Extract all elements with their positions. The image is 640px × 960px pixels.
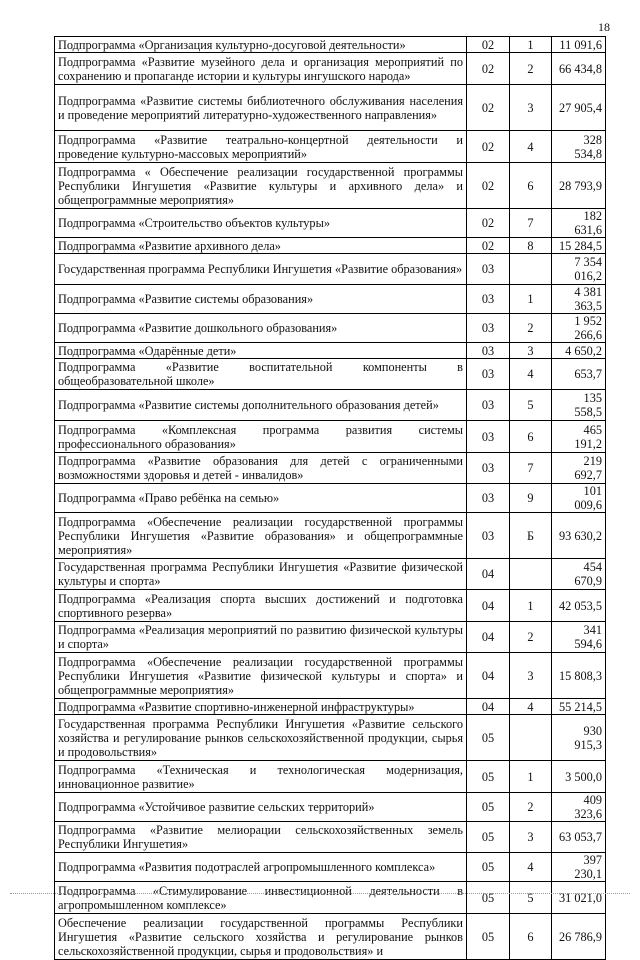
subcode-cell: 3 <box>510 822 552 853</box>
code-cell: 05 <box>467 853 510 882</box>
code-cell: 05 <box>467 882 510 914</box>
program-name-cell: Подпрограмма «Обеспечение реализации государственной программы Республики Ингушетия «Развитие образования» и общепрограммные мероприятия» <box>55 513 467 559</box>
subcode-cell: 1 <box>510 761 552 793</box>
subcode-cell: 4 <box>510 699 552 715</box>
amount-cell: 3 500,0 <box>552 761 606 793</box>
code-cell: 05 <box>467 822 510 853</box>
subcode-cell: 2 <box>510 53 552 85</box>
amount-cell: 11 091,6 <box>552 37 606 53</box>
amount-cell: 101 009,6 <box>552 484 606 513</box>
code-cell: 03 <box>467 254 510 285</box>
page-number: 18 <box>598 20 610 34</box>
table-row <box>55 622 606 653</box>
amount-cell: 93 630,2 <box>552 513 606 559</box>
program-name-cell: Обеспечение реализации государственной программы Республики Ингушетия «Развитие сельского хозяйства и регулирование рынков сельскохозяйственной продукции, сырья и продовольствия» и <box>55 914 467 960</box>
code-cell: 03 <box>467 343 510 359</box>
program-name-cell: Подпрограмма «Обеспечение реализации государственной программы Республики Ингушетия «Развитие физической культуры и спорта» и общепрограммные мероприятия» <box>55 653 467 699</box>
code-cell: 03 <box>467 484 510 513</box>
subcode-cell <box>510 715 552 761</box>
amount-cell: 409 323,6 <box>552 793 606 822</box>
program-name-cell: Подпрограмма «Реализация мероприятий по развитию физической культуры и спорта» <box>55 622 467 653</box>
amount-cell: 42 053,5 <box>552 590 606 622</box>
subcode-cell <box>510 559 552 590</box>
table-row <box>55 484 606 513</box>
subcode-cell: 7 <box>510 453 552 484</box>
code-cell: 03 <box>467 421 510 453</box>
program-name-cell: Подпрограмма «Право ребёнка на семью» <box>55 484 467 513</box>
subcode-cell: 3 <box>510 85 552 131</box>
amount-cell: 341 594,6 <box>552 622 606 653</box>
subcode-cell: 1 <box>510 285 552 314</box>
code-cell: 05 <box>467 793 510 822</box>
table-row <box>55 390 606 421</box>
subcode-cell <box>510 254 552 285</box>
amount-cell: 63 053,7 <box>552 822 606 853</box>
code-cell: 02 <box>467 238 510 254</box>
program-name-cell: Подпрограмма «Стимулирование инвестиционной деятельности в агропромышленном комплексе» <box>55 882 467 914</box>
table-row <box>55 37 606 53</box>
table-row <box>55 559 606 590</box>
program-name-cell: Подпрограмма «Одарённые дети» <box>55 343 467 359</box>
amount-cell: 7 354 016,2 <box>552 254 606 285</box>
program-name-cell: Подпрограмма «Развитие архивного дела» <box>55 238 467 254</box>
subcode-cell: 3 <box>510 343 552 359</box>
table-row <box>55 314 606 343</box>
table-row <box>55 590 606 622</box>
subcode-cell: 3 <box>510 653 552 699</box>
code-cell: 02 <box>467 163 510 209</box>
amount-cell: 28 793,9 <box>552 163 606 209</box>
amount-cell: 31 021,0 <box>552 882 606 914</box>
program-name-cell: Подпрограмма «Строительство объектов культуры» <box>55 209 467 238</box>
program-name-cell: Подпрограмма «Развитие воспитательной компоненты в общеобразовательной школе» <box>55 359 467 390</box>
code-cell: 03 <box>467 453 510 484</box>
table-row <box>55 209 606 238</box>
code-cell: 03 <box>467 314 510 343</box>
table-row <box>55 343 606 359</box>
amount-cell: 219 692,7 <box>552 453 606 484</box>
amount-cell: 930 915,3 <box>552 715 606 761</box>
subcode-cell: 4 <box>510 359 552 390</box>
table-row <box>55 853 606 882</box>
subcode-cell: 6 <box>510 914 552 960</box>
amount-cell: 27 905,4 <box>552 85 606 131</box>
table-row <box>55 285 606 314</box>
code-cell: 03 <box>467 513 510 559</box>
amount-cell: 4 650,2 <box>552 343 606 359</box>
subcode-cell: 1 <box>510 590 552 622</box>
code-cell: 05 <box>467 914 510 960</box>
amount-cell: 55 214,5 <box>552 699 606 715</box>
program-name-cell: Подпрограмма «Техническая и технологическая модернизация, инновационное развитие» <box>55 761 467 793</box>
amount-cell: 135 558,5 <box>552 390 606 421</box>
amount-cell: 4 381 363,5 <box>552 285 606 314</box>
code-cell: 05 <box>467 761 510 793</box>
subcode-cell: 2 <box>510 793 552 822</box>
table-row <box>55 715 606 761</box>
table-row <box>55 699 606 715</box>
program-name-cell: Подпрограмма «Развитие системы библиотечного обслуживания населения и проведение мероприятий литературно-художественного направления» <box>55 85 467 131</box>
table-row <box>55 85 606 131</box>
amount-cell: 454 670,9 <box>552 559 606 590</box>
program-name-cell: Подпрограмма «Развитие дошкольного образования» <box>55 314 467 343</box>
code-cell: 04 <box>467 699 510 715</box>
table-row <box>55 914 606 960</box>
table-row <box>55 53 606 85</box>
amount-cell: 465 191,2 <box>552 421 606 453</box>
table-row <box>55 653 606 699</box>
code-cell: 02 <box>467 209 510 238</box>
subcode-cell: 5 <box>510 390 552 421</box>
code-cell: 02 <box>467 53 510 85</box>
amount-cell: 15 284,5 <box>552 238 606 254</box>
subcode-cell: 8 <box>510 238 552 254</box>
subcode-cell: 7 <box>510 209 552 238</box>
budget-table-body <box>55 37 606 960</box>
table-row <box>55 822 606 853</box>
amount-cell: 66 434,8 <box>552 53 606 85</box>
program-name-cell: Подпрограмма «Реализация спорта высших достижений и подготовка спортивного резерва» <box>55 590 467 622</box>
program-name-cell: Подпрограмма «Развитие мелиорации сельскохозяйственных земель Республики Ингушетия» <box>55 822 467 853</box>
code-cell: 04 <box>467 622 510 653</box>
amount-cell: 653,7 <box>552 359 606 390</box>
table-row <box>55 359 606 390</box>
code-cell: 03 <box>467 359 510 390</box>
code-cell: 05 <box>467 715 510 761</box>
code-cell: 03 <box>467 390 510 421</box>
program-name-cell: Государственная программа Республики Ингушетия «Развитие образования» <box>55 254 467 285</box>
program-name-cell: Подпрограмма «Организация культурно-досуговой деятельности» <box>55 37 467 53</box>
table-row <box>55 761 606 793</box>
subcode-cell: 2 <box>510 314 552 343</box>
program-name-cell: Подпрограмма «Развитие образования для детей с ограниченными возможностями здоровья и детей - инвалидов» <box>55 453 467 484</box>
program-name-cell: Подпрограмма «Комплексная программа развития системы профессионального образования» <box>55 421 467 453</box>
subcode-cell: 5 <box>510 882 552 914</box>
program-name-cell: Подпрограмма «Развитие музейного дела и организация мероприятий по сохранению и пропаганде истории и культуры ингушского народа» <box>55 53 467 85</box>
program-name-cell: Подпрограмма «Развитие системы образования» <box>55 285 467 314</box>
program-name-cell: Подпрограмма «Развитие спортивно-инженерной инфраструктуры» <box>55 699 467 715</box>
code-cell: 02 <box>467 131 510 163</box>
program-name-cell: Государственная программа Республики Ингушетия «Развитие физической культуры и спорта» <box>55 559 467 590</box>
amount-cell: 182 631,6 <box>552 209 606 238</box>
code-cell: 03 <box>467 285 510 314</box>
subcode-cell: 4 <box>510 131 552 163</box>
code-cell: 04 <box>467 559 510 590</box>
program-name-cell: Подпрограмма «Развитие театрально-концертной деятельности и проведение культурно-массовых мероприятий» <box>55 131 467 163</box>
subcode-cell: 1 <box>510 37 552 53</box>
program-name-cell: Подпрограмма « Обеспечение реализации государственной программы Республики Ингушетия «Развитие культуры и архивного дела» и общепрограммные мероприятия» <box>55 163 467 209</box>
table-row <box>55 453 606 484</box>
amount-cell: 15 808,3 <box>552 653 606 699</box>
table-row <box>55 238 606 254</box>
program-name-cell: Государственная программа Республики Ингушетия «Развитие сельского хозяйства и регулирование рынков сельскохозяйственной продукции, сырья и продовольствия» <box>55 715 467 761</box>
subcode-cell: 6 <box>510 163 552 209</box>
amount-cell: 328 534,8 <box>552 131 606 163</box>
code-cell: 04 <box>467 653 510 699</box>
subcode-cell: Б <box>510 513 552 559</box>
subcode-cell: 6 <box>510 421 552 453</box>
amount-cell: 26 786,9 <box>552 914 606 960</box>
subcode-cell: 9 <box>510 484 552 513</box>
table-row <box>55 131 606 163</box>
code-cell: 04 <box>467 590 510 622</box>
amount-cell: 1 952 266,6 <box>552 314 606 343</box>
amount-cell: 397 230,1 <box>552 853 606 882</box>
code-cell: 02 <box>467 85 510 131</box>
program-name-cell: Подпрограмма «Развитие системы дополнительного образования детей» <box>55 390 467 421</box>
table-row <box>55 421 606 453</box>
subcode-cell: 2 <box>510 622 552 653</box>
code-cell: 02 <box>467 37 510 53</box>
program-name-cell: Подпрограмма «Устойчивое развитие сельских территорий» <box>55 793 467 822</box>
table-row <box>55 163 606 209</box>
program-name-cell: Подпрограмма «Развития подотраслей агропромышленного комплекса» <box>55 853 467 882</box>
table-row <box>55 882 606 914</box>
scan-artifact-line <box>10 893 630 895</box>
table-row <box>55 254 606 285</box>
table-row <box>55 793 606 822</box>
budget-table <box>54 36 606 960</box>
table-row <box>55 513 606 559</box>
subcode-cell: 4 <box>510 853 552 882</box>
